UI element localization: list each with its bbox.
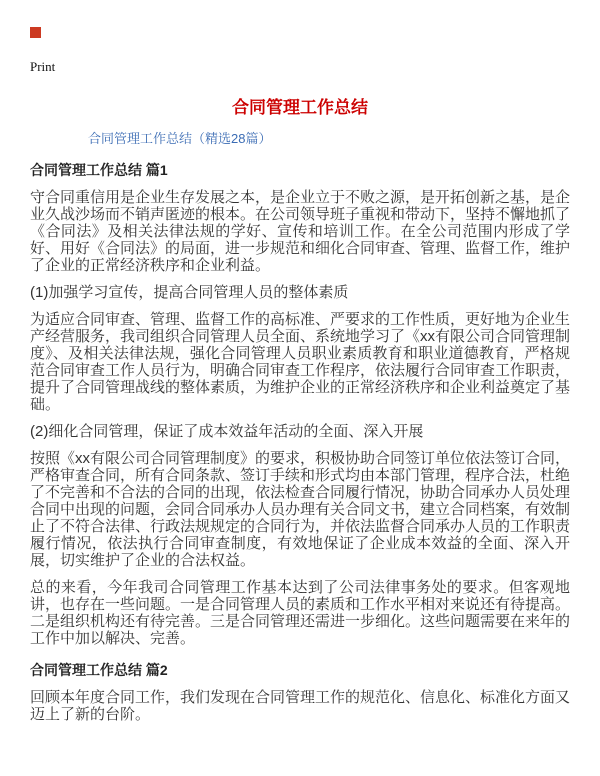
section-1-subpoint-1: (1)加强学习宣传，提高合同管理人员的整体素质 [30,284,349,301]
section-1-heading: 合同管理工作总结 篇1 [30,162,168,178]
print-icon[interactable] [30,27,41,38]
section-1-paragraph-3: 按照《xx有限公司合同管理制度》的要求，积极协助合同签订单位依法签订合同，严格审查合同，所有合同条款、签订手续和形式均由本部门管理，程序合法，杜绝了不完善和不合法的合同的出现，依法检查合同履行情况，协助合同承办人员处理合同中出现的问题，会同合同承办人员办理有关合同文书，建立合同档案，有效制止了不符合法律、行政法规规定的合同行为，并依法监督合同承办人员的工作职责履行情况，依法执行合同审查制度，有效地保证了企业成本效益的全面、深入开展，切实维护了企业的合法权益。 [30,450,571,569]
section-1-paragraph-4: 总的来看，今年我司合同管理工作基本达到了公司法律事务处的要求。但客观地讲，也存在一些问题。一是合同管理人员的素质和工作水平相对来说还有待提高。二是组织机构还有待完善。三是合同管理还需进一步细化。这些问题需要在来年的工作中加以解决、完善。 [30,579,571,647]
section-2-heading: 合同管理工作总结 篇2 [30,662,168,678]
print-button[interactable]: Print [30,59,56,74]
section-1-subpoint-2: (2)细化合同管理，保证了成本效益年活动的全面、深入开展 [30,423,424,440]
section-1-paragraph-2: 为适应合同审查、管理、监督工作的高标准、严要求的工作性质，更好地为企业生产经营服务，我司组织合同管理人员全面、系统地学习了《xx有限公司合同管理制度》、及相关法律法规，强化合同管理人员职业素质教育和职业道德教育，严格规范合同审查工作人员行为，明确合同审查工作程序，依法履行合同审查工作职责，提升了合同管理战线的整体素质，为维护企业的正常经济秩序和企业利益奠定了基础。 [30,311,571,413]
collection-link[interactable]: 合同管理工作总结（精选28篇） [88,131,272,146]
section-1-paragraph-1: 守合同重信用是企业生存发展之本，是企业立于不败之源，是开拓创新之基，是企业久战沙场而不销声匿迹的根本。在公司领导班子重视和带动下，坚持不懈地抓了《合同法》及相关法律法规的学好、宣传和培训工作。在全公司范围内形成了学好、用好《合同法》的局面，进一步规范和细化合同审查、管理、监督工作，维护了企业的正常经济秩序和企业利益。 [30,189,571,274]
page-title: 合同管理工作总结 [232,98,368,117]
section-2-paragraph-1: 回顾本年度合同工作，我们发现在合同管理工作的规范化、信息化、标准化方面又迈上了新的台阶。 [30,689,571,723]
